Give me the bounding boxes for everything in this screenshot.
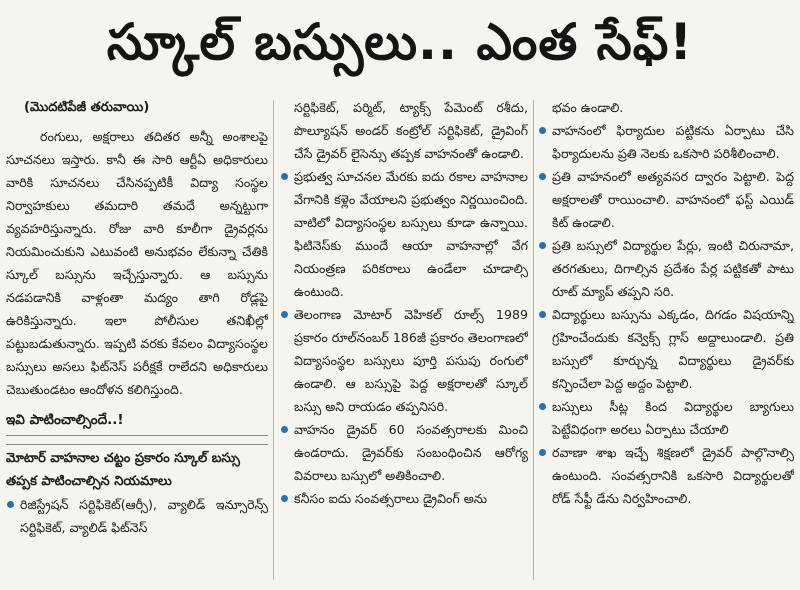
- bullet-icon: [539, 311, 546, 318]
- bullet-icon: [539, 173, 546, 180]
- bullet-icon: [281, 311, 288, 318]
- continued-text: సర్టిఫికెట్, పర్మిట్, ట్యాక్స్ పేమెంట్ రశీదు, పొల్యూషన్ అండర్ కంట్రోల్ సర్టిఫికెట్, డ్రైవింగ్ చేసే డ్రైవర్ లైసెన్సు తప్పక వాహనంతో ఉండాలి.: [294, 100, 528, 161]
- list-item-text: కనీసం ఐదు సంవత్సరాలు డ్రైవింగ్ అను: [294, 491, 488, 506]
- list-item: [6, 493, 268, 539]
- list-item: [280, 165, 528, 303]
- list-item-text: బస్సులు సీట్ల కింద విద్యార్థుల బ్యాగులు పెట్టేవిధంగా అరలు ఏర్పాటు చేయాలి: [552, 399, 794, 437]
- intro-paragraph: రంగులు, అక్షరాలు తదితర అన్నీ అంశాలపై సూచనలు ఇస్తారు. కానీ ఈ సారి ఆర్టీఏ అధికారులు వారికి సూచనలు చేసినప్పటికీ విద్యా సంస్థల నిర్వాహకులు తమదారి తమదే అన్నట్టుగా వ్యవహరిస్తున్నారు. రోజు వారి కూలీగా డ్రైవర్లను నియమించుకుని ఎటువంటి అనుభవం లేకున్నా చేతికి స్కూల్ బస్సును ఇచ్చేస్తున్నారు. ఆ బస్సును నడపడానికి వాళ్లంతా మద్యం తాగి రోడ్లపై ఉరికిస్తున్నారు. ఇలా పోలీసుల తనిఖీల్లో పట్టుబడుతున్నారు. ఇప్పటి వరకు కేవలం విద్యాసంస్థల బస్సులు అసలు ఫిట్‌నెస్ పరీక్షకే రాలేదని అధికారులు చెబుతుండటం ఆందోళన కలిగిస్తుంది.: [6, 129, 268, 397]
- column-1: [6, 96, 268, 586]
- rules-box-heading: మోటార్ వాహనాల చట్టం ప్రకారం స్కూల్ బస్సు తప్పక పాటించాల్సిన నియమాలు: [6, 444, 268, 493]
- list-item-text: ప్రతి బస్సులో విద్యార్థుల పేర్లు, ఇంటి చిరునామా, తరగతులు, దిగాల్సిన ప్రదేశం పేర్ల పట్టికతో పాటు రూట్ మ్యాప్ తప్పని సరి.: [552, 238, 794, 299]
- list-item-text: తెలంగాణ మోటార్ వెహికల్ రూల్స్ 1989 ప్రకారం రూల్‌నంబర్ 186జీ ప్రకారం తెలంగాణలో విద్యాసంస్థల బస్సులు పూర్తి పసుపు రంగులో ఉండాలి. ఆ బస్సుపై పెద్ద అక్షరాలతో స్కూల్ బస్సు అని రాయడం తప్పనిసరి.: [294, 307, 528, 414]
- column-3: [538, 96, 794, 586]
- column-divider: [273, 100, 274, 580]
- list-item-text: వాహనం డ్రైవర్ 60 సంవత్సరాలకు మించి ఉండరాదు. డ్రైవర్‌కు సంబంధించిన ఆరోగ్య వివరాలు బస్సులో అతికించాలి.: [294, 422, 528, 483]
- column-divider: [533, 100, 534, 580]
- bullet-icon: [7, 501, 14, 508]
- list-item-text: ప్రభుత్వ సూచనల మేరకు ఐదు రకాల వాహనాల వేగానికి కళ్లెం వేయాలని ప్రభుత్వం నిర్ణయించింది. వాటిలో విద్యాసంస్థల బస్సులు కూడా ఉన్నాయి. ఫిటినెస్‌కు ముందే ఆయా వాహనాల్లో వేగ నియంత్రణ పరికరాలు ఉండేలా చూడాల్సి ఉంటుంది.: [294, 169, 528, 299]
- bullet-icon: [539, 242, 546, 249]
- bullet-icon: [539, 449, 546, 456]
- list-item-text: వాహనంలో ఫిర్యాదుల పట్టికను ఏర్పాటు చేసి ఫిర్యాదులను ప్రతి నెలకు ఒకసారి పరిశీలించాలి.: [552, 123, 794, 161]
- continued-kicker: (మొదటిపేజీ తరువాయి): [24, 100, 150, 115]
- column-2: [280, 96, 528, 586]
- bullet-icon: [281, 173, 288, 180]
- bullet-icon: [281, 426, 288, 433]
- bullet-icon: [539, 127, 546, 134]
- list-item-text: విద్యార్థులు బస్సును ఎక్కడం, దిగడం విషయాన్ని గ్రహించేందుకు కన్వెక్స్ గ్లాస్ అద్దాలుండాలి. ప్రతి బస్సులో కూర్చున్న విద్యార్థులు డ్రైవర్‌కు కన్పించేలా పెద్ద అద్దం పెట్టాలి.: [552, 307, 794, 391]
- list-item: [280, 487, 528, 510]
- bullet-icon: [281, 495, 288, 502]
- list-item: [538, 234, 794, 303]
- bullet-icon: [539, 403, 546, 410]
- list-item: [280, 303, 528, 418]
- continued-text: భవం ఉండాలి.: [552, 100, 624, 115]
- list-item: [538, 303, 794, 395]
- list-item: [538, 441, 794, 510]
- headline: స్కూల్ బస్సులు.. ఎంత సేఫ్!: [106, 13, 694, 71]
- subheading: ఇవి పాటించాల్సిందే..!: [6, 409, 268, 436]
- list-item-text: ప్రతి వాహనంలో అత్యవసర ద్వారం పెట్టాలి. పెద్ద అక్షరాలతో రాయించాలి. వాహనంలో ఫస్ట్ ఎయిడ్ కిట్ ఉండాలి.: [552, 169, 794, 230]
- list-item-text: రవాణా శాఖ ఇచ్చే శిక్షణలో డ్రైవర్ పాల్గొనాల్సి ఉంటుంది. సంవత్సరానికి ఒకసారి విద్యార్థులతో రోడ్ సేఫ్టీ డేను నిర్వహించాలి.: [552, 445, 794, 506]
- list-item: [538, 119, 794, 165]
- list-item-text: రిజిస్ట్రేషన్ సర్టిఫికెట్(ఆర్సీ), వ్యాలిడ్ ఇన్సూరెన్స్ సర్టిఫికెట్, వ్యాలిడ్ ఫిట్‌నెస్: [20, 497, 268, 535]
- list-item: [280, 418, 528, 487]
- list-item: [538, 165, 794, 234]
- list-item: [538, 395, 794, 441]
